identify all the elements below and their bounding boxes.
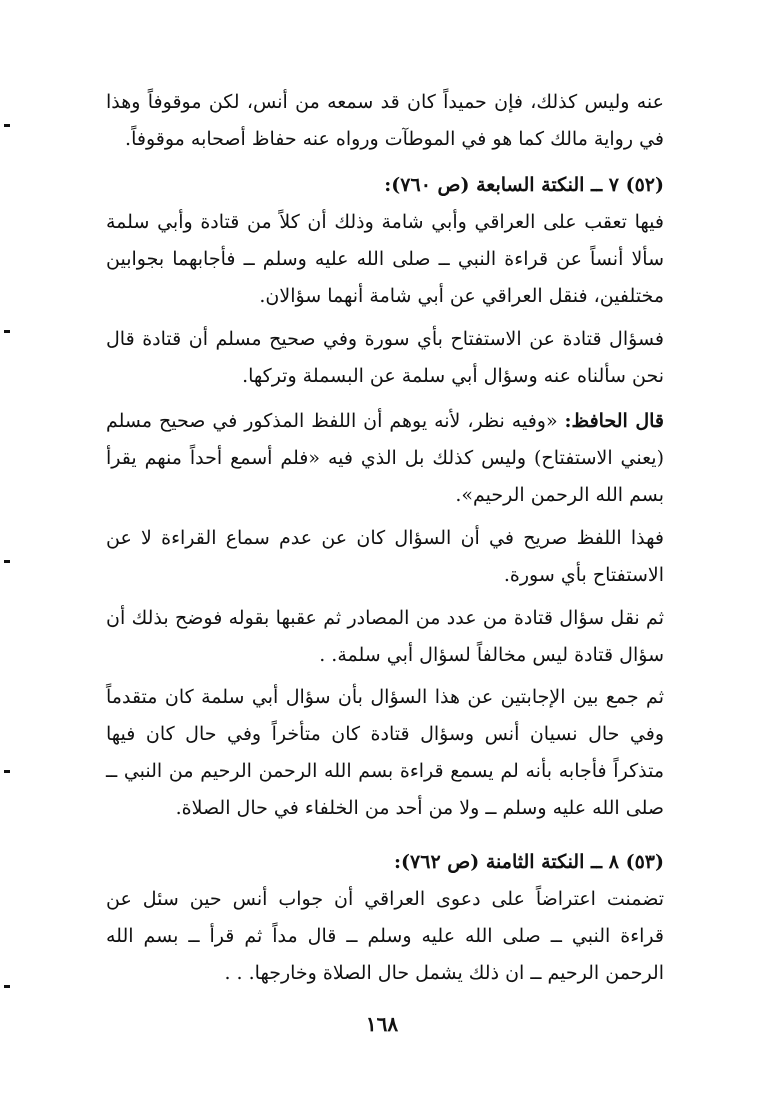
paragraph-sources: ثم نقل سؤال قتادة من عدد من المصادر ثم عقبها بقوله فوضح بذلك أن سؤال قتادة ليس مخالفاً لسؤال أبي سلمة. . (106, 607, 664, 666)
paragraph-explicit-wording: فهذا اللفظ صريح في أن السؤال كان عن عدم سماع القراءة لا عن الاستفتاح بأي سورة. (106, 527, 664, 586)
margin-mark (4, 770, 10, 773)
hafiz-label: قال الحافظ: (564, 410, 664, 432)
paragraph-nukta-7-body: فيها تعقب على العراقي وأبي شامة وذلك أن كلاً من قتادة وأبي سلمة سألا أنساً عن قراءة النبي ــ صلى الله عليه وسلم ــ فأجابهما بجوابين مختلفين، فنقل العراقي عن أبي شامة أنهما سؤالان. (106, 211, 664, 307)
margin-mark (4, 560, 10, 563)
margin-mark (4, 330, 10, 333)
margin-mark (4, 124, 10, 127)
paragraph-intro: عنه وليس كذلك، فإن حميداً كان قد سمعه من أنس، لكن موقوفاً وهذا في رواية مالك كما هو في الموطآت ورواه عنه حفاظ أصحابه موقوفاً. (106, 91, 664, 150)
paragraph-reconciliation: ثم جمع بين الإجابتين عن هذا السؤال بأن سؤال أبي سلمة كان متقدماً وفي حال نسيان أنس وسؤال قتادة كان متأخراً وفي حال كان فيها متذكراً فأجابه بأنه لم يسمع قراءة بسم الله الرحمن الرحيم من النبي ــ صلى الله عليه وسلم ــ ولا من أحد من الخلفاء في حال الصلاة. (106, 686, 664, 819)
heading-nukta-7: (٥٢) ٧ ــ النكتة السابعة (ص ٧٦٠): (384, 174, 664, 196)
hafiz-quote-text: «وفيه نظر، لأنه يوهم أن اللفظ المذكور في صحيح مسلم (يعني الاستفتاح) وليس كذلك بل الذي فيه «فلم أسمع أحداً منهم يقرأ بسم الله الرحمن الرحيم». (106, 410, 664, 506)
heading-nukta-8: (٥٣) ٨ ــ النكتة الثامنة (ص ٧٦٢): (394, 851, 664, 873)
margin-mark (4, 985, 10, 988)
paragraph-nukta-8-body: تضمنت اعتراضاً على دعوى العراقي أن جواب أنس حين سئل عن قراءة النبي ــ صلى الله عليه وسلم ــ قال مداً ثم قرأ ــ بسم الله الرحمن الرحيم ــ ان ذلك يشمل حال الصلاة وخارجها. . . (106, 888, 664, 984)
page-number: ١٦٨ (365, 1012, 399, 1036)
paragraph-hafiz-quote (106, 403, 664, 514)
paragraph-qatada-question: فسؤال قتادة عن الاستفتاح بأي سورة وفي صحيح مسلم أن قتادة قال نحن سألناه عنه وسؤال أبي سلمة عن البسملة وتركها. (106, 328, 664, 387)
